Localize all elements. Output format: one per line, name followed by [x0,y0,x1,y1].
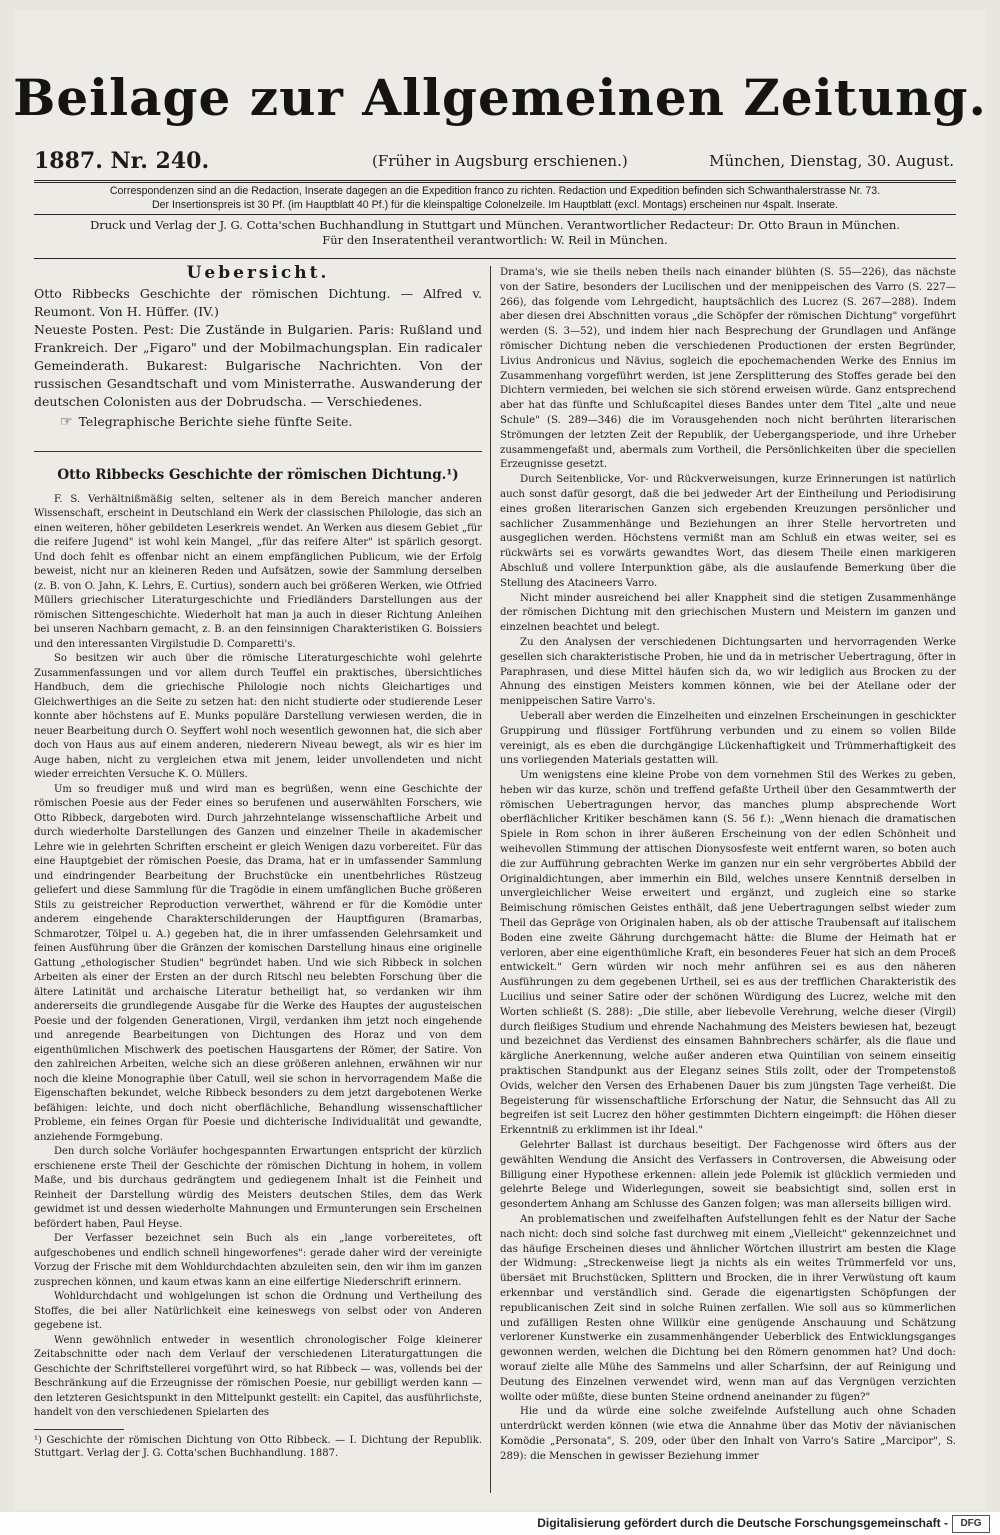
notice-line-2: Der Insertionspreis ist 30 Pf. (im Hauptblatt 40 Pf.) für die kleinspaltige Colonelzeile. Im Hauptblatt (excl. Montags) erscheinen nur 4spalt. Inserate. [152,199,838,211]
publisher-line-1: Druck und Verlag der J. G. Cotta'schen Buchhandlung in Stuttgart und München. Verantwortlicher Redacteur: Dr. Otto Braun in München. [90,218,900,232]
footnote-divider [34,1429,124,1430]
footer-credit: Digitalisierung gefördert durch die Deutsche Forschungsgemeinschaft - [537,1516,948,1530]
issue-date: München, Dienstag, 30. August. [709,152,954,170]
article-paragraph: Der Verfasser bezeichnet sein Buch als ein „lange vorbereitetes, oft aufgeschobenes und endlich schnell hingeworfenes": gerade daher wird der vereinigte Vorzug der Frische mit dem Wohldurchdachten abzuleiten sein, den wir ihm im ganzen zusprechen können, und kaum etwas kann an eine eilfertige Niederschrift erinnern. [34,1233,482,1288]
notice-block [34,184,956,212]
masthead-title: Beilage zur Allgemeinen Zeitung. [13,68,987,127]
notice-line-1: Correspondenzen sind an die Redaction, Inserate dagegen an die Expedition franco zu richten. Redaction und Expedition befinden sich Schwanthalerstrasse Nr. 73. [109,185,881,197]
toc-heading: Uebersicht. [186,263,330,283]
left-column [34,263,482,1460]
toc-separator [34,451,482,452]
issue-number: 1887. Nr. 240. [34,148,210,174]
issue-note: (Früher in Augsburg erschienen.) [372,152,628,170]
article-title: Otto Ribbecks Geschichte der römischen Dichtung.¹) [57,467,459,483]
article-paragraph: Um so freudiger muß und wird man es begrüßen, wenn eine Geschichte der römischen Poesie aus der Feder eines so berufenen und auserwählten Forschers, wie Otto Ribbeck, dargeboten wird. Durch jahrzehntelange wissenschaftliche Arbeit und durch wiederholte Darstellungen des Ganzen und einzelner Theile in akademischer Lehre wie in gelehrten Schriften erscheint er gleich Wenigen dazu vorbereitet. Für das eine Hauptgebiet der römischen Poesie, das Drama, hat er in umfassender Sammlung und eindringender Bearbeitung der Bruchstücke ein unentbehrliches Rüstzeug geliefert und diese Sammlung für die Tragödie in einem umfänglichen Buche größeren Stils zu geistreicher Reproduction verwerthet, während er für die Komödie unter anderem eingehende Charakterschilderungen der Hauptfiguren (Bramarbas, Schmarotzer, Tölpel u. A.) gegeben hat, die in ihrer umfassenden Gelehrsamkeit und feinen Ausführung über die Gränzen der komischen Darstellung hinaus eine originelle Gattung „ethologischer Studien" begründet haben. Und wie sich Ribbeck in solchen Arbeiten als einer der Ersten an der durch Ritschl neu belebten Forschung über die ältere Latinität und archaische Literatur betheiligt hat, so verdanken wir ihm andererseits die grundlegende Ausgabe für die Werke des Hauptes der augusteischen Poesie und der folgenden Generationen, Virgil, verdanken ihm jetzt noch eingehende und anregende Bearbeitungen von Dichtungen des Horaz und von dem eigenthümlichen Mischwerk des poetischen Hausgartens der Römer, der Satire. Von den zahlreichen Arbeiten, welche sich an diese größeren anlehnen, erwähnen wir nur noch die kleine Monographie über Catull, weil sie schon in hervorragendem Maße die Eigenschaften bekundet, welche Ribbeck besonders zu dem jetzt dargebotenen Werke befähigen: leichte, und doch nicht oberflächliche, Behandlung wissenschaftlicher Probleme, ein feines Organ für Poesie und dichterische Individualität und gewandte, anziehende Formgebung. [34,783,482,1143]
publisher-block [34,218,956,248]
article-paragraph: Hie und da würde eine solche zweifelnde Aufstellung auch ohne Schaden unterdrückt werden können (wie etwa die Annahme über das Motiv der nävianischen Komödie „Personata", S. 209, oder über den Inhalt von Varro's Satire „Marcipor", S. 289): die Menschen in gewisser Beziehung immer [500,1406,956,1462]
issue-line [34,148,954,178]
article-paragraph: Ueberall aber werden die Einzelheiten und einzelnen Erscheinungen in geschickter Gruppirung und flüssiger Fortführung verbunden und zu einem so vollen Bilde vereinigt, als es eben die durchgängige Lückenhaftigkeit und Trümmerhaftigkeit des uns vorliegenden Materials gestatten will. [500,710,956,767]
right-column [500,266,956,1465]
article-paragraph: Zu den Analysen der verschiedenen Dichtungsarten und hervorragenden Werke gesellen sich charakteristische Proben, hie und da in metrischer Uebertragung, öfter in Paraphrasen, und diese Mittel häufen sich da, wo wir lediglich aus Brocken zu der Ahnung des einstigen Meisters kommen können, wie bei der Atellane oder der menippeischen Satire Varro's. [500,636,956,708]
toc-telegraph-hint [60,415,482,430]
article-paragraph: Drama's, wie sie theils neben theils nach einander blühten (S. 55—226), das nächste von der Satire, besonders der Lucilischen und der menippeischen des Varro (S. 227—266), das folgende vom Lehrgedicht, hauptsächlich des Lucrez (S. 267—288). Indem aber diesen drei Abschnitten voraus „die Schöpfer der römischen Dichtung" vorgeführt werden (S. 3—52), und indem hier nach Besprechung der Grundlagen und Anfänge römischer Dichtung neben die verschiedenen Productionen der ersten Begründer, Livius Andronicus und Nävius, sogleich die epochemachenden Werke des Ennius im Zusammenhang vorgeführt werden, ist jene Zersplitterung des Stoffes gerade bei den Dichtern vermieden, bei welchen sie sich störend erweisen würde. Ganz entsprechend aber hat das fünfte und Schlußcapitel dieses Bandes unter dem Titel „alte und neue Schule" (S. 289—346) die im Vorausgehenden noch nicht berührten literarischen Strömungen der letzten Zeit der Republik, der Uebergangsperiode, und ihre Urheber zusammengefaßt und, abermals zum Vortheil, die Persönlichkeiten über die speciellen Erzeugnisse gesetzt. [500,267,956,471]
article-paragraph: Um wenigstens eine kleine Probe von dem vornehmen Stil des Werkes zu geben, heben wir das kurze, schön und treffend gefaßte Urtheil über den Gesammtwerth der römischen Uebertragungen hervor, das manches plump absprechende Wort oberflächlicher Kritiker beschämen kann (S. 56 f.): „Wenn hienach die dramatischen Spiele in Rom schon in ihrer äußeren Erscheinung von der edlen Schönheit und weihevollen Stimmung der attischen Dionysosfeste weit entfernt waren, so boten auch die zur Aufführung gebrachten Werke im ganzen nur ein sehr vergröbertes Abbild der Originaldichtungen, aber immerhin ein Bild, welches unsere Kenntniß derselben in unvergleichlicher Weise erweitert und ergänzt, und zugleich eine so starke Beimischung römischen Geistes enthält, daß jene Uebertragungen selbst wieder zum Theil das Gepräge von Originalen haben, als ob der attische Traubensaft auf italischem Boden eine zweite Gährung durchgemacht hätte: die Blume der Heimath hat er verloren, aber eine eigenthümliche Kraft, ein besonderes Feuer hat sich an dem Proceß entwickelt." Gern würden wir noch mehr anführen sei es aus den näheren Ausführungen zu dem gegebenen Urtheil, sei es aus der trefflichen Charakteristik des Lucilius und seiner Satire oder der schönen Würdigung des Lucrez, welche mit den Worten schließt (S. 288): „Die stille, aber liebevolle Verehrung, welche dieser (Virgil) durch fleißiges Studium und ehrende Nachahmung des Meisters bewiesen hat, bezeugt und bezeichnet das Verdienst des einsamen Bahnbrechers schärfer, als die flaue und kärgliche Anerkennung, welche außer anderen etwa Quintilian von seinem einseitig praktischen Standpunkt aus der Eleganz seines Stils zollt, oder der Trompetenstoß Ovids, welcher den Versen des Erhabenen Dauer bis zum jüngsten Tage verheißt. Die Begeisterung für wissenschaftliche Erforschung der Natur, die Sehnsucht das All zu begreifen ist seit Lucrez den höher gestimmten Dichtern eingeimpft: die Höhen dieser Erkenntniß zu erklimmen ist ihr Ideal." [500,770,956,1137]
notice-divider [34,214,956,215]
toc-hint-text: Telegraphische Berichte siehe fünfte Seite. [78,413,353,429]
header-divider [34,180,956,183]
article-paragraph: Wohldurchdacht und wohlgelungen ist schon die Ordnung und Vertheilung des Stoffes, die bei aller Natürlichkeit eine keineswegs von selbst oder von Anderen gegebene ist. [34,1291,482,1331]
dfg-logo-icon: DFG [952,1515,990,1533]
article-paragraph: Nicht minder ausreichend bei aller Knappheit sind die stetigen Zusammenhänge der römischen Dichtung mit den griechischen Mustern und Meistern im ganzen und einzelnen beachtet und belegt. [500,592,956,634]
article-paragraph: Gelehrter Ballast ist durchaus beseitigt. Der Fachgenosse wird öfters aus der gewählten Wendung die Ansicht des Verfassers in Controversen, die Abweisung oder Billigung einer Hypothese erkennen: allein jede Polemik ist glücklich vermieden und gelehrte Belege und Widerlegungen, soweit sie beabsichtigt sind, sollen erst in gesondertem Anhang am Schlusse des Ganzen folgen; was man allerseits billigen wird. [500,1140,956,1211]
column-divider [490,266,491,1493]
toc-entry-2: Neueste Posten. Pest: Die Zustände in Bulgarien. Paris: Rußland und Frankreich. Der „Figaro" und der Mobilmachungsplan. Ein radicaler Gemeinderath. Bukarest: Bulgarische Nachrichten. Von der russischen Gesandtschaft und vom Ministerrathe. Auswanderung der deutschen Colonisten aus der Dobrudscha. — Verschiedenes. [34,321,482,409]
toc-entry-1: Otto Ribbecks Geschichte der römischen Dichtung. — Alfred v. Reumont. Von H. Hüffer. (IV.) [34,285,482,319]
article-paragraph: F. S. Verhältnißmäßig selten, seltener als in dem Bereich mancher anderen Wissenschaft, erscheint in Deutschland ein Werk der classischen Philologie, das sich an einen weiteren, höher gebildeten Leserkreis wendet. An Werken aus diesem Gebiet „für die reifere Jugend" ist wohl kein Mangel, „für das reifere Alter" ist spärlich gesorgt. Und doch fehlt es offenbar nicht an einem empfänglichen Publicum, wie der Erfolg beweist, nicht nur an kleineren Reden und Aufsätzen, sowie der Sammlung derselben (z. B. von O. Jahn, K. Lehrs, E. Curtius), sondern auch bei größeren Werken, wie Otfried Müllers griechischer Literaturgeschichte und Friedländers Darstellungen aus der römischen Sittengeschichte. Wiederholt hat man ja auch in dieser Richtung Anleihen bei unseren Nachbarn gemacht, z. B. an den feinsinnigen Charakteristiken G. Boissiers und den interessanten Virgilstudie D. Comparetti's. [34,493,482,650]
article-footnote: ¹) Geschichte der römischen Dichtung von Otto Ribbeck. — I. Dichtung der Republik. Stuttgart. Verlag der J. G. Cotta'schen Buchhandlung. 1887. [34,1434,482,1459]
publisher-divider [34,258,956,259]
article-paragraph: An problematischen und zweifelhaften Aufstellungen fehlt es der Natur der Sache nach nicht: doch sind solche fast durchweg mit einem „Vielleicht" gekennzeichnet und das häufige Erscheinen dieses und ähnlicher Wörtchen illustrirt am besten die Klage der Widmung: „Streckenweise liegt ja nichts als ein weites Trümmerfeld vor uns, übersäet mit Bruchstücken, Splittern und Brocken, die in ihrer Verwüstung oft kaum erkennbar und verständlich sind. Gerade die eigenartigsten Schöpfungen der republicanischen Zeit sind in solche Ruinen zerfallen. Wie soll aus so kümmerlichen und zufälligen Resten ohne Willkür eine genügende Anschauung und Schätzung verlorener Kunstwerke ein zusammenhängender Ueberblick des Entwicklungsganges gewonnen werden, welchen die Dichtung bei den Römern genommen hat? Und doch: worauf zielte alle Mühe des Sammelns und aller Scharfsinn, der auf Reinigung und Deutung des Einzelnen verwendet wird, wenn man auf das Vergnügen verzichten wollte oder müßte, diese bunten Steine ordnend aneinander zu fügen?" [500,1214,956,1403]
article-paragraph: Durch Seitenblicke, Vor- und Rückverweisungen, kurze Erinnerungen ist natürlich auch sonst dafür gesorgt, daß die bei jedweder Art der Eintheilung und Periodisirung eines großen literarischen Ganzen sich ergebenden Kreuzungen persönlicher und sachlicher Zusammenhänge und Beziehungen an ihrer Stelle hervortreten und ausgeglichen werden. Höchstens vermißt man am Schluß ein etwas weiter, sei es rückwärts sei es vorwärts gewandtes Wort, das diesem Theile einen markigeren Abschluß und vollere Interpunktion gäbe, als die auslaufende Bemerkung über die Stellung des Atacineers Varro. [500,474,956,589]
article-paragraph: Den durch solche Vorläufer hochgespannten Erwartungen entspricht der kürzlich erschienene erste Theil der Geschichte der römischen Dichtung in hohem, in vollem Maße, und bis durchaus gedrängtem und gediegenem Inhalt ist die Feinheit und Reinheit der Darstellung würdig des Meisters deutschen Stiles, dem das Werk gewidmet ist und dessen wiederholte Mahnungen und Ermunterungen sein Erscheinen befördert haben, Paul Heyse. [34,1146,482,1230]
digitization-footer [0,1512,1000,1535]
pointing-hand-icon: ☞ [60,413,73,430]
publisher-line-2: Für den Inseratentheil verantwortlich: W. Reil in München. [322,233,668,247]
article-paragraph: So besitzen wir auch über die römische Literaturgeschichte wohl gelehrte Zusammenfassungen und vor allem durch Teuffel ein praktisches, übersichtliches Handbuch, dem die griechische Philologie noch nichts Gleichartiges und Gleichwerthiges an die Seite zu setzen hat: den nicht studierte oder studierende Leser konnte aber höchstens auf E. Munks populäre Darstellung verwiesen werden, die in neuer Bearbeitung durch O. Seyffert wohl noch wesentlich gewonnen hat, die sich aber doch von Haus aus auf einem anderen, niederern Niveau bewegt, als wir es hier im Auge haben, nicht zu vergleichen etwa mit jenem, leider unvollendeten und nicht wieder erreichten Versuche K. O. Müllers. [34,653,482,780]
article-paragraph: Wenn gewöhnlich entweder in wesentlich chronologischer Folge kleinerer Zeitabschnitte oder nach dem Verlauf der verschiedenen Literaturgattungen die Geschichte der Schriftstellerei vorgeführt wird, so hat Ribbeck — was, vollends bei der Beschränkung auf die Erzeugnisse der römischen Poesie, nur gebilligt werden kann — den letzteren Gesichtspunkt in den Mittelpunkt gestellt: ein Capitel, das ausführlichste, handelt von den verschiedenen Spielarten des [34,1334,482,1418]
